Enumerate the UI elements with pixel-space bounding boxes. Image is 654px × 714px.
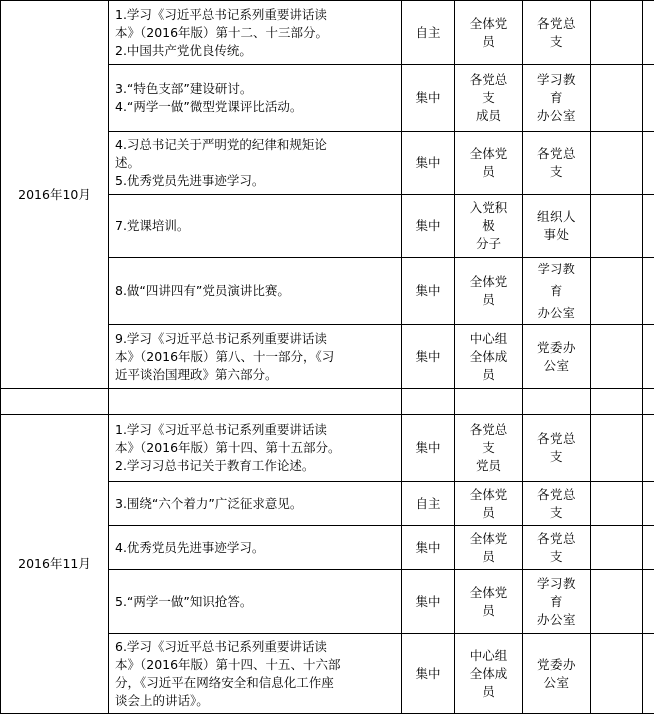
blank-cell bbox=[643, 389, 654, 415]
blank-cell bbox=[591, 325, 643, 389]
form-cell: 集中 bbox=[402, 195, 455, 258]
table-row bbox=[1, 1, 654, 65]
blank-cell bbox=[643, 415, 654, 482]
blank-cell bbox=[643, 570, 654, 634]
participants-cell: 中心组 全体成 员 bbox=[455, 634, 523, 714]
blank-cell bbox=[1, 389, 109, 415]
blank-cell bbox=[591, 570, 643, 634]
organizer-cell: 各党总 支 bbox=[523, 415, 591, 482]
participants-cell: 全体党 员 bbox=[455, 258, 523, 325]
blank-cell bbox=[591, 1, 643, 65]
blank-cell bbox=[643, 325, 654, 389]
blank-cell bbox=[591, 65, 643, 132]
form-cell: 集中 bbox=[402, 526, 455, 570]
table-row bbox=[1, 415, 654, 482]
form-cell: 自主 bbox=[402, 482, 455, 526]
blank-cell bbox=[643, 634, 654, 714]
blank-cell bbox=[643, 1, 654, 65]
organizer-cell: 学习教 育 办公室 bbox=[523, 570, 591, 634]
form-cell: 集中 bbox=[402, 415, 455, 482]
content-cell: 7.党课培训。 bbox=[109, 195, 402, 258]
blank-cell bbox=[643, 526, 654, 570]
content-cell: 5.“两学一做”知识抢答。 bbox=[109, 570, 402, 634]
month-cell: 2016年11月 bbox=[1, 415, 109, 714]
content-cell: 6.学习《习近平总书记系列重要讲话读 本》（2016年版）第十四、十五、十六部 分，《习近平在网络安全和信息化工作座 谈会上的讲话》。 bbox=[109, 634, 402, 714]
blank-cell bbox=[591, 258, 643, 325]
organizer-cell: 各党总 支 bbox=[523, 526, 591, 570]
blank-cell bbox=[591, 195, 643, 258]
blank-cell bbox=[591, 132, 643, 195]
form-cell: 集中 bbox=[402, 258, 455, 325]
organizer-cell: 学习教 育 办公室 bbox=[523, 258, 591, 325]
blank-cell bbox=[591, 415, 643, 482]
content-cell: 9.学习《习近平总书记系列重要讲话读 本》（2016年版）第八、十一部分，《习 近平谈治国理政》第六部分。 bbox=[109, 325, 402, 389]
form-cell: 集中 bbox=[402, 325, 455, 389]
content-cell: 1.学习《习近平总书记系列重要讲话读 本》（2016年版）第十四、第十五部分。 2.学习习总书记关于教育工作论述。 bbox=[109, 415, 402, 482]
participants-cell: 全体党 员 bbox=[455, 570, 523, 634]
participants-cell: 全体党 员 bbox=[455, 526, 523, 570]
form-cell: 集中 bbox=[402, 132, 455, 195]
participants-cell: 全体党 员 bbox=[455, 1, 523, 65]
participants-cell: 入党积 极 分子 bbox=[455, 195, 523, 258]
organizer-cell: 各党总 支 bbox=[523, 132, 591, 195]
blank-cell bbox=[643, 195, 654, 258]
content-cell: 3.围绕“六个着力”广泛征求意见。 bbox=[109, 482, 402, 526]
blank-cell bbox=[591, 389, 643, 415]
participants-cell: 全体党 员 bbox=[455, 482, 523, 526]
blank-cell bbox=[643, 258, 654, 325]
organizer-cell: 各党总 支 bbox=[523, 482, 591, 526]
content-cell: 8.做“四讲四有”党员演讲比赛。 bbox=[109, 258, 402, 325]
form-cell: 集中 bbox=[402, 570, 455, 634]
spacer-row bbox=[1, 389, 654, 415]
organizer-cell: 学习教 育 办公室 bbox=[523, 65, 591, 132]
blank-cell bbox=[109, 389, 402, 415]
blank-cell bbox=[523, 389, 591, 415]
content-cell: 3.“特色支部”建设研讨。 4.“两学一做”微型党课评比活动。 bbox=[109, 65, 402, 132]
blank-cell bbox=[643, 482, 654, 526]
blank-cell bbox=[591, 482, 643, 526]
content-cell: 1.学习《习近平总书记系列重要讲话读 本》（2016年版）第十二、十三部分。 2.中国共产党优良传统。 bbox=[109, 1, 402, 65]
blank-cell bbox=[643, 65, 654, 132]
content-cell: 4.优秀党员先进事迹学习。 bbox=[109, 526, 402, 570]
blank-cell bbox=[591, 526, 643, 570]
form-cell: 集中 bbox=[402, 65, 455, 132]
organizer-cell: 各党总 支 bbox=[523, 1, 591, 65]
participants-cell: 全体党 员 bbox=[455, 132, 523, 195]
organizer-cell: 党委办 公室 bbox=[523, 325, 591, 389]
blank-cell bbox=[455, 389, 523, 415]
blank-cell bbox=[402, 389, 455, 415]
form-cell: 自主 bbox=[402, 1, 455, 65]
form-cell: 集中 bbox=[402, 634, 455, 714]
month-cell: 2016年10月 bbox=[1, 1, 109, 389]
organizer-cell: 党委办 公室 bbox=[523, 634, 591, 714]
blank-cell bbox=[591, 634, 643, 714]
participants-cell: 各党总 支 成员 bbox=[455, 65, 523, 132]
participants-cell: 各党总 支 党员 bbox=[455, 415, 523, 482]
content-cell: 4.习总书记关于严明党的纪律和规矩论 述。 5.优秀党员先进事迹学习。 bbox=[109, 132, 402, 195]
participants-cell: 中心组 全体成 员 bbox=[455, 325, 523, 389]
blank-cell bbox=[643, 132, 654, 195]
organizer-cell: 组织人 事处 bbox=[523, 195, 591, 258]
